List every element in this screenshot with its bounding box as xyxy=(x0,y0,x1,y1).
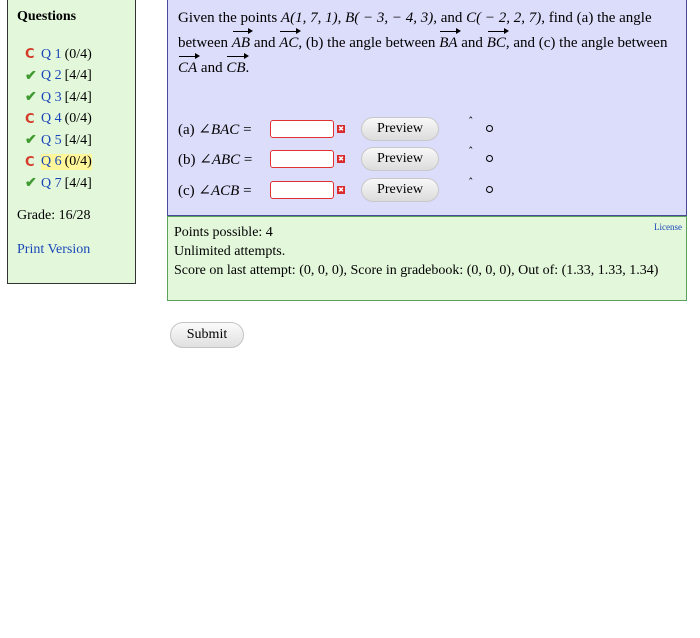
question-link[interactable]: Q 4 xyxy=(41,111,62,127)
answer-input-b[interactable] xyxy=(270,150,334,168)
incorrect-icon: ✖ xyxy=(338,155,344,163)
vector-ab: AB xyxy=(232,31,250,56)
incorrect-icon: ✖ xyxy=(338,186,344,194)
retry-icon: C xyxy=(25,111,35,127)
question-link[interactable]: Q 1 xyxy=(41,46,62,62)
question-list xyxy=(25,44,92,195)
vector-ac: AC xyxy=(279,31,298,56)
question-link[interactable]: Q 5 xyxy=(41,132,62,148)
question-score: [4/4] xyxy=(64,175,92,191)
sidebar-title: Questions xyxy=(17,9,77,24)
question-link[interactable]: Q 7 xyxy=(41,175,62,191)
grade-text: Grade: 16/28 xyxy=(17,208,91,223)
caret-icon: ˆ xyxy=(468,145,474,158)
questions-sidebar xyxy=(7,0,136,284)
checkmark-icon: ✔ xyxy=(25,176,37,192)
question-link[interactable]: Q 2 xyxy=(41,68,62,84)
answer-row-b xyxy=(178,147,518,171)
question-score: [4/4] xyxy=(64,89,92,105)
question-score: [4/4] xyxy=(64,68,92,84)
question-score: (0/4) xyxy=(62,154,92,170)
answer-label-a: (a) ∠BAC = xyxy=(178,121,252,138)
question-item-5[interactable] xyxy=(25,130,92,152)
question-link[interactable]: Q 3 xyxy=(41,89,62,105)
answer-row-a xyxy=(178,117,518,141)
question-box xyxy=(167,0,687,216)
circle-icon xyxy=(486,125,493,132)
points-possible: Points possible: 4 xyxy=(174,225,273,240)
question-score: (0/4) xyxy=(64,111,92,127)
question-item-3[interactable] xyxy=(25,87,92,109)
question-item-6-current[interactable] xyxy=(25,152,92,174)
point-c: C( − 2, 2, 7) xyxy=(466,10,542,26)
vector-ca: CA xyxy=(178,56,197,81)
info-text xyxy=(174,223,664,280)
submit-button[interactable]: Submit xyxy=(170,322,244,348)
preview-button-a[interactable]: Preview xyxy=(361,117,439,141)
attempts-text: Unlimited attempts. xyxy=(174,244,286,259)
point-a: A(1, 7, 1) xyxy=(280,10,338,26)
answer-label-b: (b) ∠ABC = xyxy=(178,151,253,168)
license-link[interactable]: License xyxy=(654,222,682,232)
question-score: [4/4] xyxy=(64,132,92,148)
answer-row-c xyxy=(178,178,518,202)
point-b: B( − 3, − 4, 3) xyxy=(345,10,434,26)
caret-icon: ˆ xyxy=(468,115,474,128)
question-link[interactable]: Q 6 xyxy=(41,154,62,170)
circle-icon xyxy=(486,186,493,193)
question-score: (0/4) xyxy=(64,46,92,62)
caret-icon: ˆ xyxy=(468,176,474,189)
retry-icon: C xyxy=(25,154,35,170)
answer-label-c: (c) ∠ACB = xyxy=(178,182,252,199)
answer-input-c[interactable] xyxy=(270,181,334,199)
vector-ba: BA xyxy=(439,31,457,56)
score-text: Score on last attempt: (0, 0, 0), Score in gradebook: (0, 0, 0), Out of: (1.33, 1.33, 1.34) xyxy=(174,263,659,278)
checkmark-icon: ✔ xyxy=(25,68,37,84)
vector-cb: CB xyxy=(226,56,245,81)
question-item-1[interactable] xyxy=(25,44,92,66)
retry-icon: C xyxy=(25,47,35,63)
circle-icon xyxy=(486,155,493,162)
question-item-4[interactable] xyxy=(25,109,92,131)
question-item-2[interactable] xyxy=(25,66,92,88)
answer-input-a[interactable] xyxy=(270,120,334,138)
question-item-7[interactable] xyxy=(25,173,92,195)
info-box xyxy=(167,216,687,301)
preview-button-b[interactable]: Preview xyxy=(361,147,439,171)
incorrect-icon: ✖ xyxy=(338,125,344,133)
checkmark-icon: ✔ xyxy=(25,133,37,149)
vector-bc: BC xyxy=(487,31,506,56)
checkmark-icon: ✔ xyxy=(25,90,37,106)
question-text: Given the points A(1, 7, 1), B( − 3, − 4, 3), and C( − 2, 2, 7), find (a) the angle between AB and AC, (b) the angle between BA and BC, and (c) the angle between CA and CB. xyxy=(178,6,676,81)
print-version-link[interactable]: Print Version xyxy=(17,242,91,257)
preview-button-c[interactable]: Preview xyxy=(361,178,439,202)
